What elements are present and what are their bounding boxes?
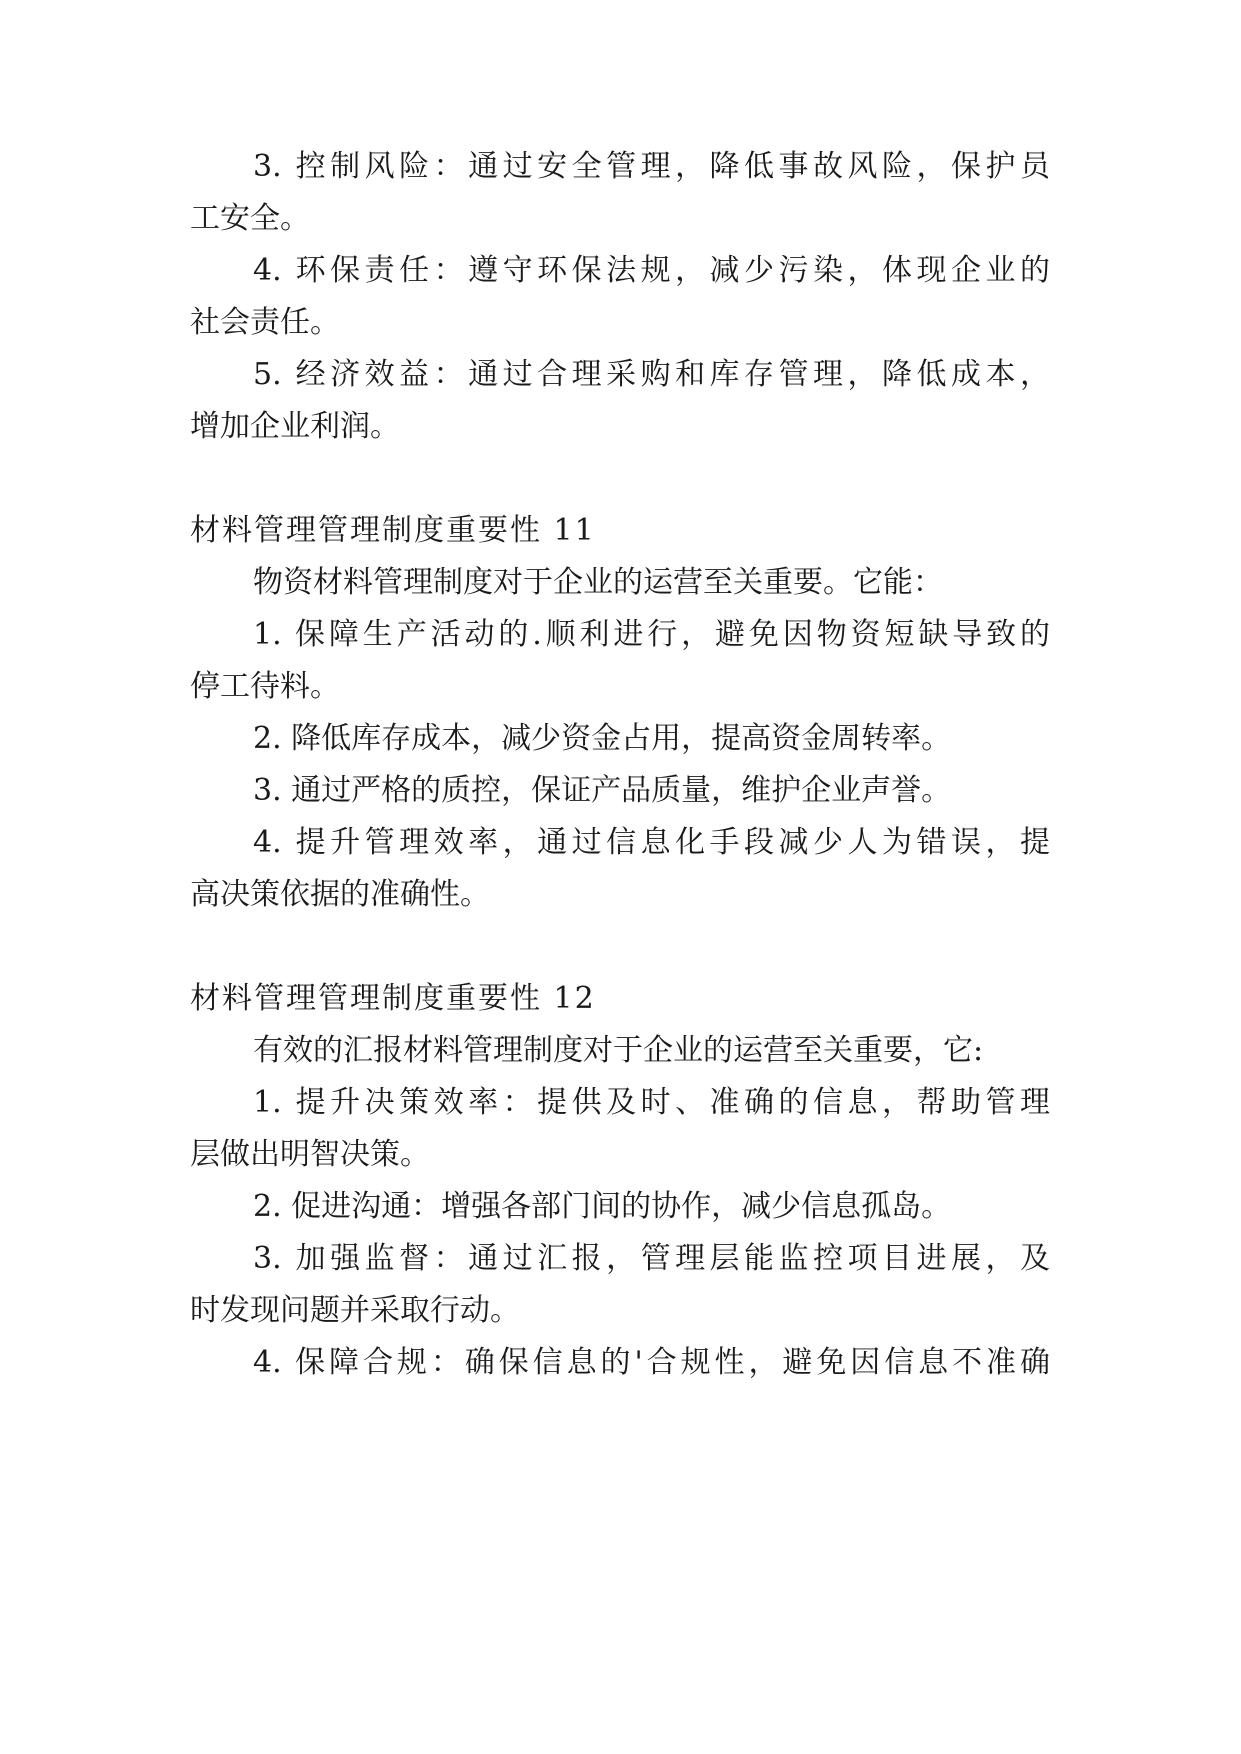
paragraph-line: 3. 通过严格的质控，保证产品质量，维护企业声誉。 — [253, 773, 952, 808]
paragraph-line: 4. 提升管理效率，通过信息化手段减少人为错误，提 — [253, 825, 1050, 860]
paragraph-line: 5. 经济效益：通过合理采购和库存管理，降低成本， — [253, 357, 1050, 392]
paragraph-line: 2. 降低库存成本，减少资金占用，提高资金周转率。 — [253, 721, 952, 756]
paragraph-line: 层做出明智决策。 — [190, 1137, 430, 1172]
paragraph-line: 1. 保障生产活动的.顺利进行，避免因物资短缺导致的 — [253, 617, 1050, 652]
paragraph-line: 物资材料管理制度对于企业的运营至关重要。它能： — [253, 565, 943, 600]
paragraph-line: 社会责任。 — [190, 305, 340, 340]
paragraph-line: 增加企业利润。 — [190, 409, 400, 444]
paragraph-line: 2. 促进沟通：增强各部门间的协作，减少信息孤岛。 — [253, 1189, 952, 1224]
paragraph-line: 工安全。 — [190, 201, 310, 236]
paragraph-line: 有效的汇报材料管理制度对于企业的运营至关重要，它: — [253, 1033, 984, 1068]
paragraph-line: 时发现问题并采取行动。 — [190, 1293, 520, 1328]
section-heading: 材料管理管理制度重要性 12 — [190, 981, 596, 1016]
paragraph-line: 4. 环保责任：遵守环保法规，减少污染，体现企业的 — [253, 253, 1050, 288]
paragraph-line: 高决策依据的准确性。 — [190, 877, 490, 912]
paragraph-line: 3. 控制风险：通过安全管理，降低事故风险，保护员 — [253, 149, 1050, 184]
paragraph-line: 3. 加强监督：通过汇报，管理层能监控项目进展，及 — [253, 1241, 1050, 1276]
section-heading: 材料管理管理制度重要性 11 — [190, 513, 596, 548]
paragraph-line: 4. 保障合规：确保信息的'合规性，避免因信息不准确 — [253, 1345, 1050, 1380]
paragraph-line: 1. 提升决策效率：提供及时、准确的信息，帮助管理 — [253, 1085, 1050, 1120]
paragraph-line: 停工待料。 — [190, 669, 340, 704]
